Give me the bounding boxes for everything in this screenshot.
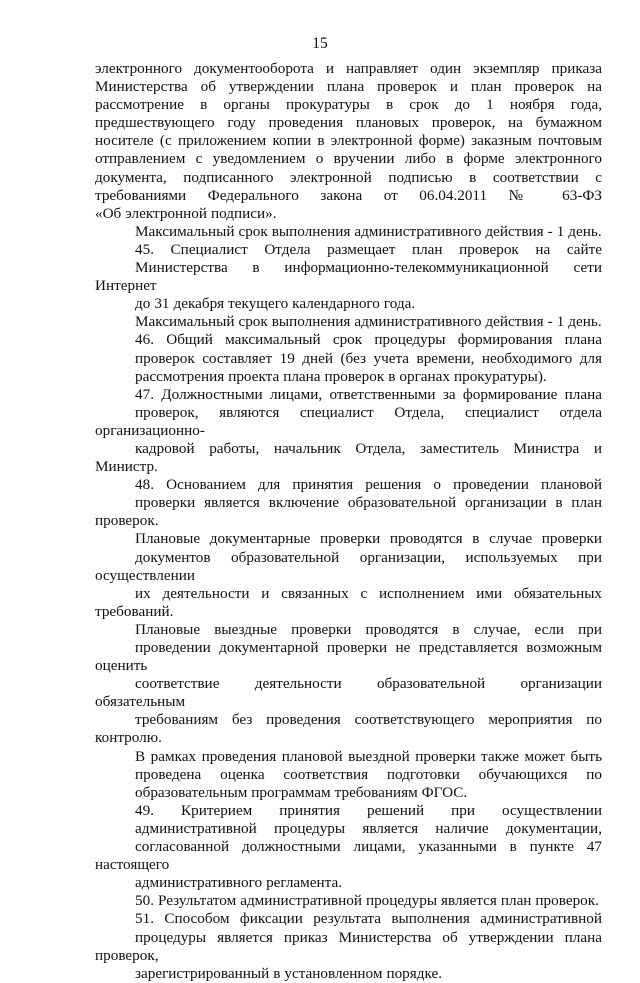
- text-line: документа, подписанного электронной подписью в соответствии с: [95, 168, 602, 186]
- paragraph-p-45: [95, 241, 602, 313]
- text-line: «Об электронной подписи».: [95, 204, 277, 222]
- text-line: Министерства об утверждении плана проверок и план проверок на: [95, 78, 602, 96]
- text-line: Максимальный срок выполнения административного действия - 1 день.: [135, 222, 602, 240]
- text-line: образовательным программам требованиям ФГОС.: [135, 783, 468, 801]
- text-line: рассмотрение в органы прокуратуры в срок до 1 ноября года,: [95, 96, 602, 114]
- text-line: проверки является включение образовательной организации в план проверок.: [95, 494, 602, 530]
- text-line: проверок составляет 19 дней (без учета времени, необходимого для: [135, 349, 602, 367]
- paragraph-p-46: [95, 331, 602, 385]
- paragraph-p-onsite: [95, 621, 602, 748]
- paragraph-p-51: [95, 910, 602, 982]
- text-line: требованиями Федерального закона от 06.04.2011 № 63-ФЗ: [95, 186, 602, 204]
- text-line: их деятельности и связанных с исполнением ими обязательных требований.: [95, 584, 602, 620]
- text-line: 47. Должностными лицами, ответственными за формирование плана: [135, 385, 602, 403]
- text-line: Плановые документарные проверки проводятся в случае проверки: [135, 530, 602, 548]
- document-body: [95, 60, 602, 983]
- paragraph-p-50: [95, 892, 602, 910]
- text-line: электронного документооборота и направляет один экземпляр приказа: [95, 60, 602, 77]
- text-line: 46. Общий максимальный срок процедуры формирования плана: [135, 331, 602, 349]
- paragraph-p-continuation: [95, 60, 602, 223]
- text-line: 51. Способом фиксации результата выполнения административной: [135, 910, 602, 928]
- text-line: соответствие деятельности образовательной организации обязательным: [95, 675, 602, 711]
- text-line: до 31 декабря текущего календарного года.: [135, 295, 416, 313]
- text-line: рассмотрения проекта плана проверок в органах прокуратуры).: [135, 367, 547, 385]
- text-line: кадровой работы, начальник Отдела, заместитель Министра и Министр.: [95, 439, 602, 476]
- text-line: проверок, являются специалист Отдела, специалист отдела организационно-: [95, 403, 602, 439]
- text-line: Максимальный срок выполнения административного действия - 1 день.: [135, 313, 602, 331]
- paragraph-p-fgos: [95, 748, 602, 802]
- text-line: документов образовательной организации, используемых при осуществлении: [95, 548, 602, 584]
- text-line: Плановые выездные проверки проводятся в случае, если при: [135, 620, 602, 638]
- paragraph-p-49: [95, 802, 602, 892]
- text-line: 49. Критерием принятия решений при осуществлении: [135, 801, 602, 819]
- text-line: согласованной должностными лицами, указанными в пункте 47 настоящего: [95, 838, 602, 874]
- paragraph-p-documentary: [95, 530, 602, 620]
- text-line: В рамках проведения плановой выездной проверки также может быть: [135, 747, 602, 765]
- text-line: Министерства в информационно-телекоммуникационной сети Интернет: [95, 259, 602, 295]
- paragraph-p-48: [95, 476, 602, 530]
- text-line: требованиям без проведения соответствующего мероприятия по контролю.: [95, 711, 602, 747]
- text-line: отправлением с уведомлением о вручении либо в форме электронного: [95, 150, 602, 168]
- paragraph-p-max-term-1: [95, 223, 602, 241]
- page-number: 15: [312, 35, 328, 52]
- text-line: 45. Специалист Отдела размещает план проверок на сайте: [135, 240, 602, 258]
- paragraph-p-max-term-2: [95, 313, 602, 331]
- text-line: административного регламента.: [135, 874, 343, 892]
- text-line: 48. Основанием для принятия решения о проведении плановой: [135, 476, 602, 494]
- text-line: предшествующего году проведения плановых проверок, на бумажном: [95, 114, 602, 132]
- paragraph-p-47: [95, 386, 602, 476]
- text-line: носителе (с приложением копии в электронной форме) заказным почтовым: [95, 132, 602, 150]
- text-line: 50. Результатом административной процедуры является план проверок.: [135, 892, 599, 910]
- text-line: зарегистрированный в установленном порядке.: [135, 964, 443, 982]
- text-line: проведении документарной проверки не представляется возможным оценить: [95, 639, 602, 675]
- text-line: проведена оценка соответствия подготовки обучающихся по: [135, 765, 602, 783]
- text-line: процедуры является приказ Министерства об утверждении плана проверок,: [95, 928, 602, 964]
- text-line: административной процедуры является наличие документации,: [135, 819, 602, 837]
